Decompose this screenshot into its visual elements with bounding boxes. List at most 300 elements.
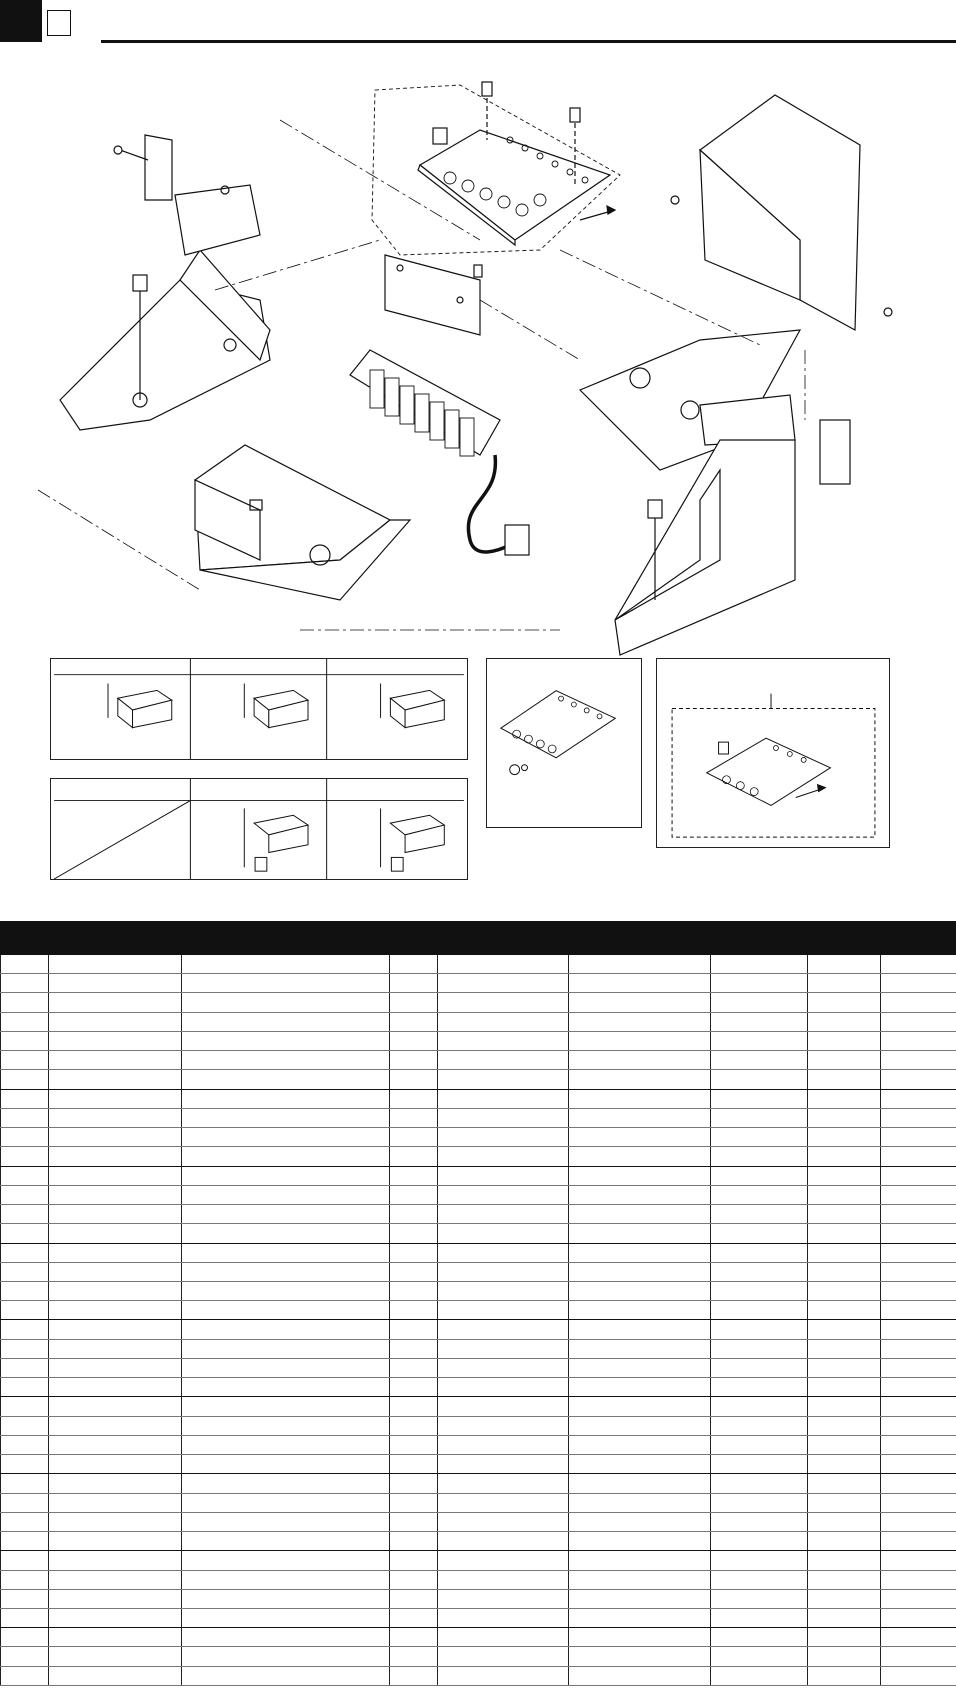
table-cell — [438, 1147, 569, 1166]
table-cell — [881, 1532, 956, 1551]
table-row — [1, 1166, 956, 1185]
table-cell — [49, 1281, 182, 1300]
table-cell — [390, 1205, 438, 1224]
left-bracket — [60, 135, 270, 430]
table-cell — [1, 1185, 49, 1204]
table-cell — [182, 1301, 390, 1320]
table-cell — [808, 1262, 881, 1281]
table-cell — [808, 1070, 881, 1089]
table-cell — [881, 1647, 956, 1666]
table-cell — [390, 1012, 438, 1031]
table-cell — [1, 974, 49, 993]
table-cell — [1, 1589, 49, 1608]
table-cell — [569, 1378, 711, 1397]
table-cell — [390, 1397, 438, 1416]
table-cell — [881, 1435, 956, 1454]
table-cell — [1, 1666, 49, 1685]
table-cell — [438, 1012, 569, 1031]
table-cell — [1, 1012, 49, 1031]
table-cell — [182, 1397, 390, 1416]
table-cell — [569, 1128, 711, 1147]
table-cell — [881, 1474, 956, 1493]
table-cell — [881, 1281, 956, 1300]
table-cell — [182, 1166, 390, 1185]
table-cell — [49, 1243, 182, 1262]
table-cell — [808, 1474, 881, 1493]
table-cell — [182, 1185, 390, 1204]
table-row — [1, 1397, 956, 1416]
table-cell — [808, 1589, 881, 1608]
table-cell — [438, 1397, 569, 1416]
table-cell — [1, 1551, 49, 1570]
table-cell — [182, 1108, 390, 1127]
table-cell — [438, 1455, 569, 1474]
table-cell — [881, 1512, 956, 1531]
table-cell — [182, 1051, 390, 1070]
col-header — [881, 922, 956, 955]
table-cell — [808, 1243, 881, 1262]
table-cell — [808, 1512, 881, 1531]
table-cell — [569, 1397, 711, 1416]
table-cell — [711, 1647, 808, 1666]
table-cell — [569, 1666, 711, 1685]
table-cell — [569, 1512, 711, 1531]
table-cell — [808, 1051, 881, 1070]
table-cell — [390, 1628, 438, 1647]
table-cell — [1, 1031, 49, 1050]
table-cell — [808, 1628, 881, 1647]
table-cell — [808, 1301, 881, 1320]
table-cell — [569, 1281, 711, 1300]
table-cell — [182, 1089, 390, 1108]
table-cell — [881, 974, 956, 993]
table-row — [1, 993, 956, 1012]
table-cell — [1, 1224, 49, 1243]
table-cell — [182, 1128, 390, 1147]
table-cell — [881, 1455, 956, 1474]
table-cell — [49, 1435, 182, 1454]
table-cell — [711, 1262, 808, 1281]
table-cell — [569, 1012, 711, 1031]
table-cell — [1, 1608, 49, 1627]
table-cell — [182, 1070, 390, 1089]
table-row — [1, 1012, 956, 1031]
table-cell — [390, 1166, 438, 1185]
table-cell — [881, 1185, 956, 1204]
table-cell — [808, 1339, 881, 1358]
table-cell — [49, 1647, 182, 1666]
table-row — [1, 1435, 956, 1454]
table-row — [1, 1320, 956, 1339]
table-cell — [711, 1358, 808, 1377]
table-row — [1, 1532, 956, 1551]
table-cell — [438, 1339, 569, 1358]
table-cell — [182, 1493, 390, 1512]
table-cell — [49, 1455, 182, 1474]
section-badge — [47, 10, 71, 36]
table-cell — [438, 1493, 569, 1512]
table-cell — [1, 1089, 49, 1108]
table-cell — [49, 1608, 182, 1627]
table-cell — [808, 1320, 881, 1339]
table-cell — [808, 1147, 881, 1166]
table-cell — [182, 1320, 390, 1339]
table-cell — [711, 1089, 808, 1108]
table-cell — [390, 1243, 438, 1262]
table-cell — [1, 955, 49, 974]
table-cell — [1, 1243, 49, 1262]
table-cell — [808, 1185, 881, 1204]
table-cell — [1, 1416, 49, 1435]
table-cell — [808, 1205, 881, 1224]
table-cell — [569, 1570, 711, 1589]
table-cell — [438, 1070, 569, 1089]
table-cell — [390, 1551, 438, 1570]
table-cell — [808, 974, 881, 993]
table-cell — [569, 1301, 711, 1320]
detail-panel-inset — [656, 658, 890, 848]
table-cell — [569, 1532, 711, 1551]
table-cell — [569, 1416, 711, 1435]
table-cell — [390, 955, 438, 974]
table-cell — [711, 1570, 808, 1589]
table-cell — [390, 1089, 438, 1108]
table-cell — [390, 1416, 438, 1435]
table-cell — [881, 993, 956, 1012]
table-row — [1, 1108, 956, 1127]
col-header — [49, 922, 182, 955]
table-cell — [881, 1628, 956, 1647]
col-header — [808, 922, 881, 955]
table-cell — [390, 1378, 438, 1397]
table-cell — [569, 1455, 711, 1474]
table-cell — [881, 955, 956, 974]
table-cell — [49, 1108, 182, 1127]
table-cell — [49, 955, 182, 974]
table-cell — [569, 1493, 711, 1512]
table-cell — [808, 1378, 881, 1397]
table-cell — [182, 1416, 390, 1435]
table-cell — [711, 1166, 808, 1185]
table-cell — [390, 1493, 438, 1512]
table-row — [1, 1416, 956, 1435]
table-cell — [49, 1532, 182, 1551]
table-row — [1, 1205, 956, 1224]
table-cell — [390, 974, 438, 993]
top-block — [372, 82, 620, 255]
col-header — [711, 922, 808, 955]
table-cell — [808, 993, 881, 1012]
table-cell — [808, 1416, 881, 1435]
table-cell — [569, 1185, 711, 1204]
table-cell — [49, 1224, 182, 1243]
table-cell — [711, 1185, 808, 1204]
table-cell — [711, 1012, 808, 1031]
table-cell — [881, 1358, 956, 1377]
table-row — [1, 1031, 956, 1050]
table-cell — [711, 1108, 808, 1127]
table-cell — [881, 1608, 956, 1627]
table-cell — [438, 1262, 569, 1281]
table-cell — [182, 1532, 390, 1551]
table-cell — [711, 974, 808, 993]
table-cell — [808, 1532, 881, 1551]
table-cell — [390, 1339, 438, 1358]
table-cell — [438, 1031, 569, 1050]
table-cell — [808, 1224, 881, 1243]
col-header — [1, 922, 49, 955]
table-cell — [881, 1320, 956, 1339]
table-cell — [569, 1647, 711, 1666]
table-cell — [808, 1570, 881, 1589]
table-cell — [182, 1474, 390, 1493]
variant-block-5 — [381, 808, 445, 871]
table-cell — [881, 1147, 956, 1166]
table-row — [1, 1455, 956, 1474]
table-cell — [390, 1608, 438, 1627]
table-cell — [390, 1031, 438, 1050]
table-cell — [808, 1666, 881, 1685]
table-cell — [390, 1532, 438, 1551]
table-row — [1, 974, 956, 993]
table-cell — [390, 1512, 438, 1531]
table-cell — [711, 1493, 808, 1512]
table-cell — [438, 1416, 569, 1435]
table-cell — [711, 1128, 808, 1147]
section-tab-black — [0, 0, 42, 42]
table-cell — [711, 1589, 808, 1608]
table-row — [1, 1128, 956, 1147]
table-cell — [49, 1205, 182, 1224]
table-cell — [711, 1243, 808, 1262]
table-cell — [438, 1166, 569, 1185]
table-cell — [182, 1339, 390, 1358]
table-cell — [438, 1512, 569, 1531]
detail-panel-manifold — [486, 658, 642, 828]
table-cell — [438, 1243, 569, 1262]
variant-block-1 — [108, 684, 172, 728]
table-cell — [711, 1301, 808, 1320]
table-cell — [49, 1551, 182, 1570]
table-cell — [1, 1628, 49, 1647]
table-cell — [711, 1435, 808, 1454]
table-cell — [569, 1243, 711, 1262]
table-row — [1, 1512, 956, 1531]
table-cell — [1, 1493, 49, 1512]
table-cell — [569, 974, 711, 993]
table-cell — [1, 1320, 49, 1339]
table-cell — [1, 1262, 49, 1281]
table-row — [1, 1608, 956, 1627]
table-cell — [49, 1416, 182, 1435]
table-cell — [438, 1108, 569, 1127]
table-cell — [711, 1205, 808, 1224]
table-cell — [711, 1608, 808, 1627]
table-cell — [569, 1589, 711, 1608]
table-row — [1, 1224, 956, 1243]
table-cell — [182, 1224, 390, 1243]
table-row — [1, 1570, 956, 1589]
table-cell — [438, 1608, 569, 1627]
table-row — [1, 1589, 956, 1608]
table-row — [1, 1281, 956, 1300]
table-cell — [438, 1224, 569, 1243]
table-cell — [182, 1647, 390, 1666]
table-cell — [808, 1166, 881, 1185]
table-cell — [808, 1012, 881, 1031]
table-cell — [711, 1666, 808, 1685]
table-cell — [182, 1666, 390, 1685]
table-cell — [1, 1281, 49, 1300]
table-cell — [49, 1512, 182, 1531]
table-row — [1, 1262, 956, 1281]
table-cell — [182, 1551, 390, 1570]
table-row — [1, 955, 956, 974]
table-cell — [569, 993, 711, 1012]
table-cell — [1, 1108, 49, 1127]
table-header-row — [1, 922, 956, 955]
table-cell — [182, 1455, 390, 1474]
table-cell — [438, 974, 569, 993]
table-cell — [182, 1628, 390, 1647]
table-row — [1, 1378, 956, 1397]
table-cell — [182, 1147, 390, 1166]
table-cell — [438, 1551, 569, 1570]
table-cell — [390, 1647, 438, 1666]
table-cell — [881, 1166, 956, 1185]
table-cell — [49, 1358, 182, 1377]
table-cell — [182, 1031, 390, 1050]
table-row — [1, 1051, 956, 1070]
table-cell — [182, 955, 390, 974]
table-cell — [49, 1051, 182, 1070]
table-cell — [711, 1051, 808, 1070]
table-cell — [390, 1070, 438, 1089]
table-cell — [711, 1147, 808, 1166]
table-cell — [49, 1320, 182, 1339]
table-cell — [438, 1051, 569, 1070]
table-cell — [808, 1128, 881, 1147]
table-cell — [49, 1128, 182, 1147]
table-cell — [808, 1608, 881, 1627]
table-cell — [438, 1089, 569, 1108]
table-cell — [881, 1666, 956, 1685]
table-cell — [182, 1012, 390, 1031]
table-cell — [881, 1416, 956, 1435]
table-cell — [49, 1589, 182, 1608]
table-cell — [1, 1512, 49, 1531]
table-cell — [49, 1493, 182, 1512]
table-cell — [390, 1358, 438, 1377]
table-cell — [569, 1224, 711, 1243]
table-cell — [569, 1435, 711, 1454]
table-cell — [1, 1647, 49, 1666]
table-cell — [881, 1243, 956, 1262]
table-cell — [711, 993, 808, 1012]
table-cell — [438, 1281, 569, 1300]
table-cell — [390, 1147, 438, 1166]
table-cell — [569, 1551, 711, 1570]
table-cell — [182, 1243, 390, 1262]
table-cell — [438, 1435, 569, 1454]
table-cell — [808, 955, 881, 974]
table-row — [1, 1070, 956, 1089]
table-cell — [182, 1608, 390, 1627]
table-cell — [569, 1051, 711, 1070]
table-cell — [569, 1628, 711, 1647]
table-row — [1, 1551, 956, 1570]
table-cell — [182, 1358, 390, 1377]
table-cell — [49, 1166, 182, 1185]
table-cell — [49, 1089, 182, 1108]
table-row — [1, 1339, 956, 1358]
table-cell — [808, 1455, 881, 1474]
table-cell — [49, 1031, 182, 1050]
table-cell — [390, 1128, 438, 1147]
table-cell — [1, 1455, 49, 1474]
table-cell — [49, 1628, 182, 1647]
table-cell — [808, 1281, 881, 1300]
table-cell — [808, 1647, 881, 1666]
variant-block-2 — [244, 684, 308, 728]
variant-block-4 — [244, 808, 308, 871]
table-cell — [808, 1108, 881, 1127]
table-cell — [438, 1205, 569, 1224]
table-cell — [438, 1320, 569, 1339]
table-cell — [390, 993, 438, 1012]
table-row — [1, 1493, 956, 1512]
table-cell — [1, 1070, 49, 1089]
table-cell — [49, 1474, 182, 1493]
table-cell — [881, 1070, 956, 1089]
table-cell — [808, 1551, 881, 1570]
table-cell — [49, 1378, 182, 1397]
table-cell — [438, 1666, 569, 1685]
table-cell — [182, 1589, 390, 1608]
table-cell — [390, 1301, 438, 1320]
table-cell — [881, 1378, 956, 1397]
table-cell — [49, 1339, 182, 1358]
parts-list-table — [0, 921, 956, 1686]
table-cell — [808, 1031, 881, 1050]
table-cell — [390, 1666, 438, 1685]
table-cell — [711, 1339, 808, 1358]
table-cell — [711, 1224, 808, 1243]
table-cell — [1, 1532, 49, 1551]
table-cell — [438, 993, 569, 1012]
table-row — [1, 1666, 956, 1685]
table-cell — [881, 1128, 956, 1147]
table-cell — [1, 1051, 49, 1070]
table-cell — [438, 1532, 569, 1551]
table-cell — [390, 1320, 438, 1339]
table-cell — [182, 1262, 390, 1281]
table-cell — [569, 1608, 711, 1627]
col-header — [569, 922, 711, 955]
table-cell — [808, 1358, 881, 1377]
table-cell — [182, 974, 390, 993]
col-header — [182, 922, 390, 955]
table-cell — [569, 1339, 711, 1358]
table-cell — [390, 1281, 438, 1300]
table-cell — [182, 1570, 390, 1589]
table-cell — [1, 993, 49, 1012]
table-cell — [49, 1185, 182, 1204]
table-row — [1, 1243, 956, 1262]
table-cell — [390, 1051, 438, 1070]
table-cell — [569, 1474, 711, 1493]
table-cell — [711, 1320, 808, 1339]
